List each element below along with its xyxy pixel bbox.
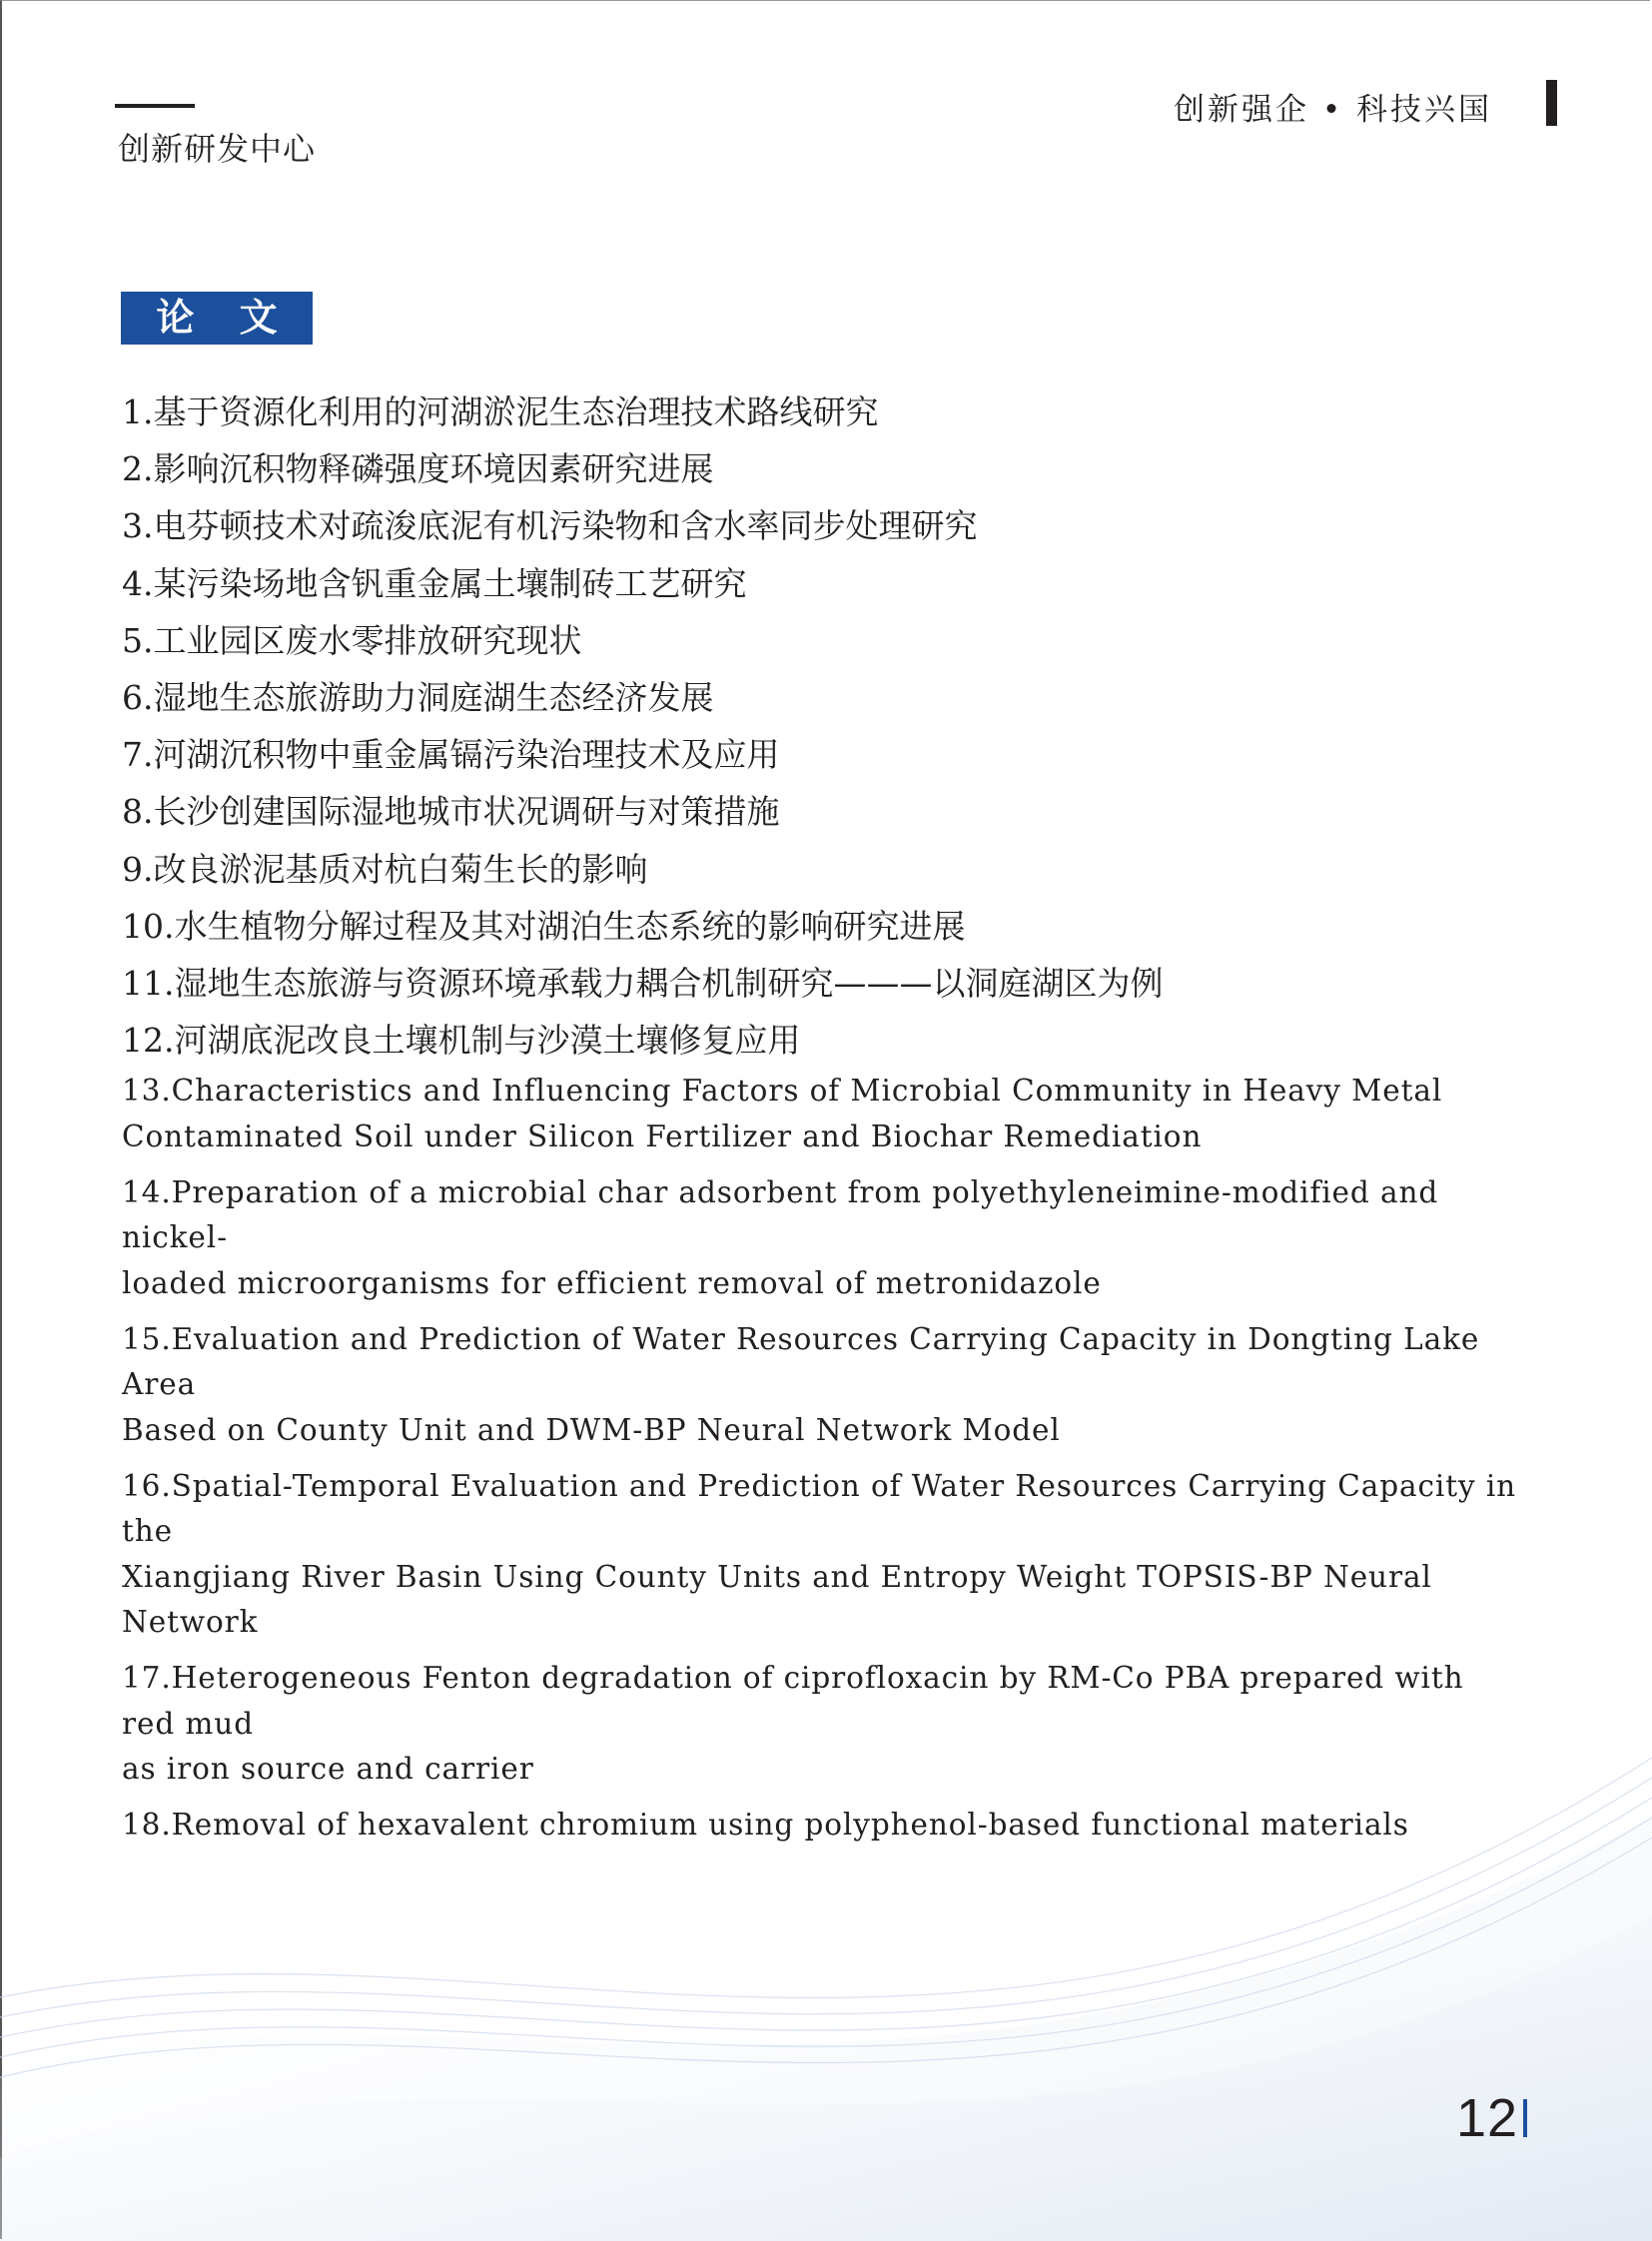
paper-title-line: 16.Spatial-Temporal Evaluation and Prediction of Water Resources Carrying Capacity in the (122, 1468, 1517, 1549)
paper-title: 改良淤泥基质对杭白菊生长的影响 (153, 849, 648, 889)
paper-number: 3. (122, 506, 154, 546)
paper-number: 10. (122, 906, 175, 946)
paper-number: 4. (122, 563, 154, 603)
paper-title: 工业园区废水零排放研究现状 (153, 620, 582, 660)
page-number-bar (1523, 2099, 1527, 2137)
paper-title-line: Based on County Unit and DWM-BP Neural Network Model (122, 1412, 1061, 1447)
paper-item (122, 612, 1520, 669)
paper-item (122, 783, 1520, 840)
paper-number: 6. (122, 677, 154, 717)
paper-number: 5. (122, 620, 154, 660)
paper-title-line: loaded microorganisms for efficient removal of metronidazole (122, 1265, 1102, 1300)
paper-title-line: 18.Removal of hexavalent chromium using polyphenol-based functional materials (122, 1808, 1409, 1843)
paper-item (122, 383, 1520, 440)
paper-title: 水生植物分解过程及其对湖泊生态系统的影响研究进展 (174, 906, 966, 946)
paper-item (122, 440, 1520, 497)
paper-title: 长沙创建国际湿地城市状况调研与对策措施 (153, 792, 780, 832)
paper-list (122, 383, 1520, 1859)
paper-title-line: 14.Preparation of a microbial char adsorbent from polyethyleneimine-modified and nickel- (122, 1174, 1439, 1255)
paper-number: 9. (122, 849, 154, 889)
paper-title: 基于资源化利用的河湖淤泥生态治理技术路线研究 (153, 392, 879, 431)
paper-item (122, 1656, 1520, 1793)
section-title-badge: 论 文 (121, 292, 313, 345)
paper-number: 12. (122, 1021, 175, 1061)
paper-number: 11. (122, 963, 175, 1003)
paper-title: 河湖沉积物中重金属镉污染治理技术及应用 (153, 735, 780, 775)
paper-item (122, 955, 1520, 1012)
header-rule (115, 104, 195, 108)
paper-item (122, 726, 1520, 783)
paper-title: 湿地生态旅游助力洞庭湖生态经济发展 (153, 677, 714, 717)
paper-item (122, 841, 1520, 898)
paper-title: 电芬顿技术对疏浚底泥有机污染物和含水率同步处理研究 (153, 506, 978, 546)
paper-item (122, 555, 1520, 612)
header-section-label: 创新研发中心 (118, 130, 317, 168)
paper-title-line: 13.Characteristics and Influencing Factors of Microbial Community in Heavy Metal (122, 1074, 1443, 1109)
paper-item (122, 669, 1520, 726)
paper-item (122, 1803, 1520, 1849)
paper-item (122, 1069, 1520, 1159)
page-number: 12 (1456, 2088, 1519, 2148)
header-bar (1546, 80, 1557, 126)
paper-title: 湿地生态旅游与资源环境承载力耦合机制研究———以洞庭湖区为例 (174, 963, 1164, 1003)
paper-title: 某污染场地含钒重金属土壤制砖工艺研究 (153, 563, 747, 603)
paper-title: 河湖底泥改良土壤机制与沙漠土壤修复应用 (174, 1021, 801, 1061)
paper-item (122, 1317, 1520, 1454)
paper-item (122, 1464, 1520, 1646)
paper-title-line: as iron source and carrier (122, 1752, 534, 1787)
paper-item (122, 1170, 1520, 1307)
paper-item (122, 1012, 1520, 1069)
paper-number: 7. (122, 735, 154, 775)
paper-title-line: Contaminated Soil under Silicon Fertilizer and Biochar Remediation (122, 1119, 1203, 1153)
paper-title: 影响沉积物释磷强度环境因素研究进展 (153, 449, 714, 489)
paper-number: 2. (122, 449, 154, 489)
paper-number: 8. (122, 792, 154, 832)
paper-number: 1. (122, 392, 154, 431)
paper-title-line: 17.Heterogeneous Fenton degradation of ciprofloxacin by RM-Co PBA prepared with red mud (122, 1661, 1464, 1741)
header-slogan: 创新强企 • 科技兴国 (1174, 92, 1492, 128)
paper-title-line: Xiangjiang River Basin Using County Units and Entropy Weight TOPSIS-BP Neural Network (122, 1559, 1432, 1640)
paper-item (122, 898, 1520, 955)
paper-title-line: 15.Evaluation and Prediction of Water Resources Carrying Capacity in Dongting Lake Area (122, 1321, 1480, 1402)
paper-item (122, 497, 1520, 554)
